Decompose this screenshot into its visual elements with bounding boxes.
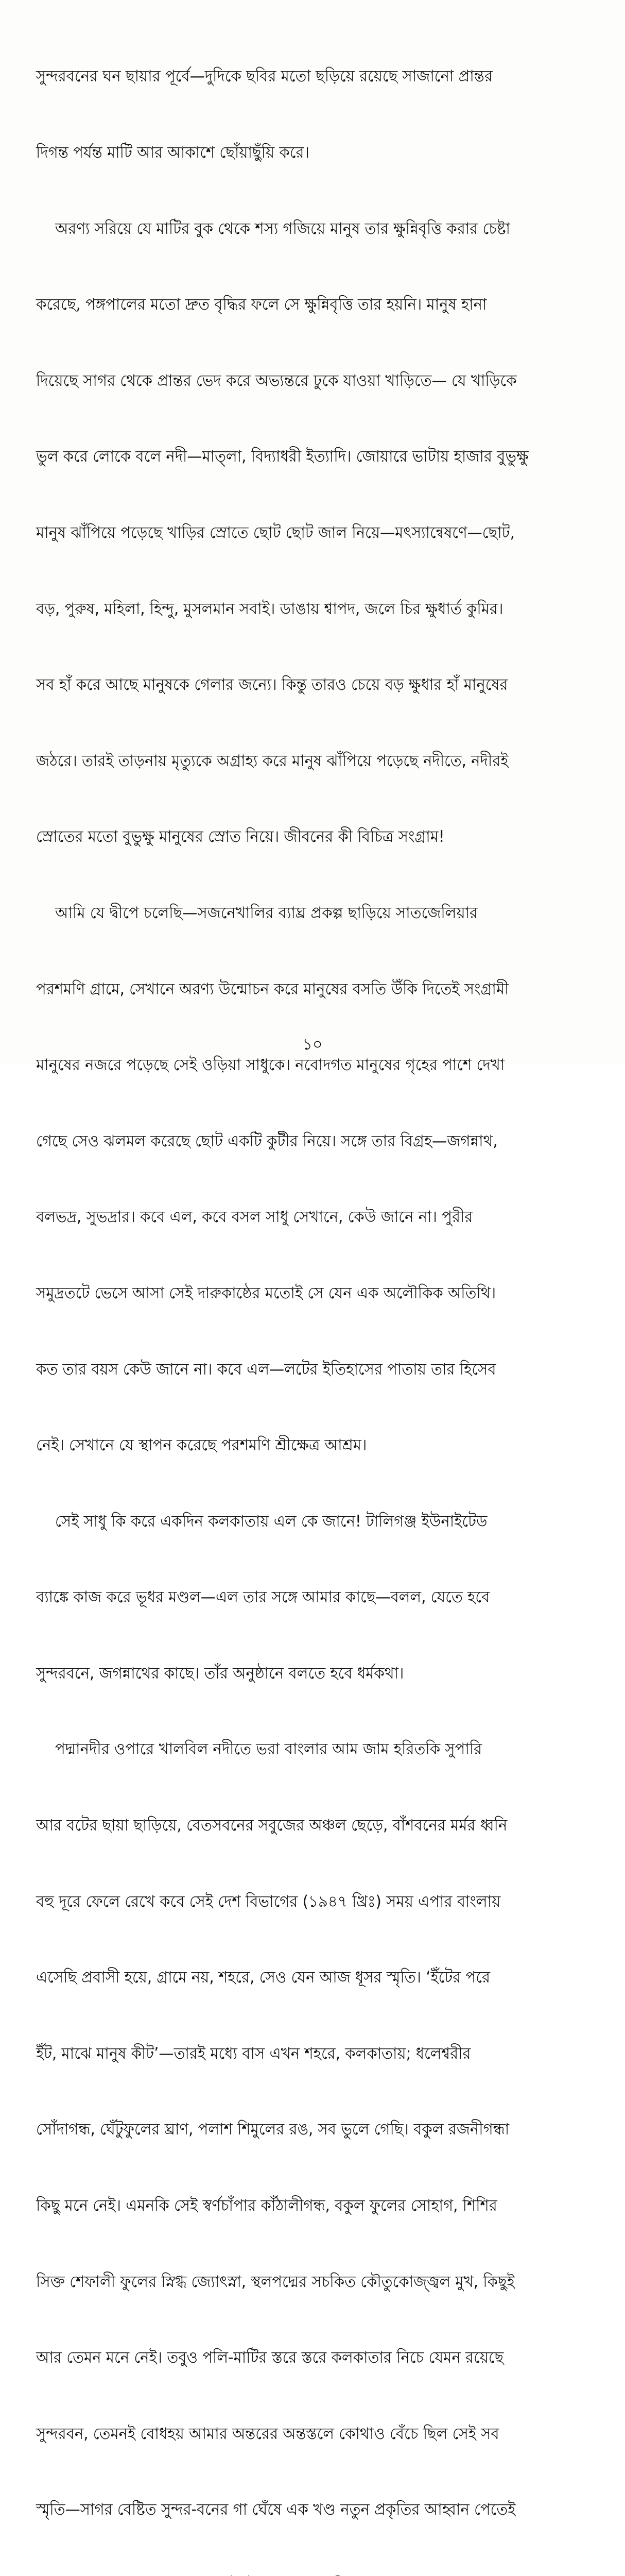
text-line: আর বটের ছায়া ছাড়িয়ে, বেতসবনের সবুজের অঞ্চল ছেড়ে, বাঁশবনের মর্মর ধ্বনি (36, 1816, 508, 1835)
text-line: সুন্দরবন, তেমনই বোধহয় আমার অন্তরের অন্তস্তলে কোথাও বেঁচে ছিল সেই সব (36, 2424, 499, 2443)
text-line: আর তেমন মনে নেই। তবুও পলি-মাটির স্তরে স্তরে কলকাতার নিচে যেমন রয়েছে (36, 2348, 504, 2367)
text-line: স্মৃতি—সাগর বেষ্টিত সুন্দর-বনের গা ঘেঁষে এক খণ্ড নতুন প্রকৃতির আহ্বান পেতেই (36, 2500, 516, 2519)
text-line: সিক্ত শেফালী ফুলের স্নিগ্ধ জ্যোৎস্না, স্থলপদ্মের সচকিত কৌতুকোজ্জ্বল মুখ, কিছুই (36, 2272, 515, 2291)
text-line: অরণ্য সরিয়ে যে মাটির বুক থেকে শস্য গজিয়ে মানুষ তার ক্ষুন্নিবৃত্তি করার চেষ্টা (36, 219, 511, 238)
text-line: সেই সাধু কি করে একদিন কলকাতায় এল কে জানে! টালিগঞ্জ ইউনাইটেড (36, 1512, 488, 1531)
text-line: বলভদ্র, সুভদ্রার। কবে এল, কবে বসল সাধু সেখানে, কেউ জানে না। পুরীর (36, 1208, 473, 1227)
text-line: পরশমণি গ্রামে, সেখানে অরণ্য উন্মোচন করে মানুষের বসতি উঁকি দিতেই সংগ্রামী (36, 979, 509, 998)
text-line (36, 2573, 593, 2576)
text-line: সুন্দরবনে, জগন্নাথের কাছে। তাঁর অনুষ্ঠানে বলতে হবে ধর্মকথা। (36, 1664, 404, 1683)
text-line: ব্যাঙ্কে কাজ করে ভূধর মণ্ডল—এল তার সঙ্গে আমার কাছে—বলল, যেতে হবে (36, 1588, 490, 1607)
text-line: পদ্মানদীর ওপারে খালবিল নদীতে ভরা বাংলার আম জাম হরিতকি সুপারি (36, 1740, 482, 1759)
text-line: করেছে, পঙ্গপালের মতো দ্রুত বৃদ্ধির ফলে সে ক্ষুন্নিবৃত্তি তার হয়নি। মানুষ হানা (36, 295, 487, 314)
text-line: বহু দূরে ফেলে রেখে কবে সেই দেশ বিভাগের (১৯৪৭ খ্রিঃ) সময় এপার বাংলায় (36, 1892, 501, 1911)
page-number: ১০ (302, 1036, 323, 1054)
text-line: গেছে সেও ঝলমল করেছে ছোট একটি কুটীর নিয়ে। সঙ্গে তার বিগ্রহ—জগন্নাথ, (36, 1131, 498, 1150)
text-line: বড়, পুরুষ, মহিলা, হিন্দু, মুসলমান সবাই। ডাঙায় শ্বাপদ, জলে চির ক্ষুধার্ত কুমির। (36, 599, 504, 618)
text-line: জঠরে। তারই তাড়নায় মৃত্যুকে অগ্রাহ্য করে মানুষ ঝাঁপিয়ে পড়েছে নদীতে, নদীরই (36, 751, 509, 770)
text-line: সুন্দরবনের ঘন ছায়ার পূর্বে—দুদিকে ছবির মতো ছড়িয়ে রয়েছে সাজানো প্রান্তর (36, 67, 493, 86)
text-line: সব হাঁ করে আছে মানুষকে গেলার জন্যে। কিন্তু তারও চেয়ে বড় ক্ষুধার হাঁ মানুষের (36, 675, 508, 694)
text-line: কত তার বয়স কেউ জানে না। কবে এল—লটের ইতিহাসের পাতায় তার হিসেব (36, 1360, 496, 1379)
text-line: ইঁট, মাঝে মানুষ কীট’—তারই মধ্যে বাস এখন শহরে, কলকাতায়; ধলেশ্বরীর (36, 2044, 471, 2063)
text-line: মানুষ ঝাঁপিয়ে পড়েছে খাড়ির স্রোতে ছোট ছোট জাল নিয়ে—মৎস্যান্বেষণে—ছোট, (36, 523, 515, 542)
text-line: আমি যে দ্বীপে চলেছি—সজনেখালির ব্যাঘ্র প্রকল্প ছাড়িয়ে সাতজেলিয়ার (36, 903, 478, 922)
text-line: ভুল করে লোকে বলে নদী—মাত্‌লা, বিদ্যাধরী ইত্যাদি। জোয়ারে ভাটায় হাজার বুভুক্ষু (36, 447, 529, 466)
text-line: স্রোতের মতো বুভুক্ষু মানুষের স্রোত নিয়ে। জীবনের কী বিচিত্র সংগ্রাম! (36, 827, 445, 846)
text-line: কিছু মনে নেই। এমনকি সেই স্বর্ণচাঁপার কাঁঠালীগন্ধ, বকুল ফুলের সোহাগ, শিশির (36, 2196, 497, 2215)
text-line: সমুদ্রতটে ভেসে আসা সেই দারুকাষ্ঠের মতোই সে যেন এক অলৌকিক অতিথি। (36, 1283, 496, 1302)
text-line: এসেছি প্রবাসী হয়ে, গ্রামে নয়, শহরে, সেও যেন আজ ধূসর স্মৃতি। ‘ইঁটের পরে (36, 1968, 491, 1987)
text-line: সোঁদাগন্ধ, ঘেঁটুফুলের ঘ্রাণ, পলাশ শিমুলের রঙ, সব ভুলে গেছি। বকুল রজনীগন্ধা (36, 2120, 510, 2139)
text-line: দিয়েছে সাগর থেকে প্রান্তর ভেদ করে অভ্যন্তরে ঢুকে যাওয়া খাড়িতে— যে খাড়িকে (36, 371, 517, 390)
body-text (36, 13, 593, 2576)
text-line: মানুষের নজরে পড়েছে সেই ওড়িয়া সাধুকে। নবোদগত মানুষের গৃহের পাশে দেখা (36, 1056, 505, 1075)
text-line: নেই। সেখানে যে স্থাপন করেছে পরশমণি শ্রীক্ষেত্র আশ্রম। (36, 1436, 367, 1455)
text-line: দিগন্ত পর্যন্ত মাটি আর আকাশে ছোঁয়াছুঁয়ি করে। (36, 143, 309, 162)
